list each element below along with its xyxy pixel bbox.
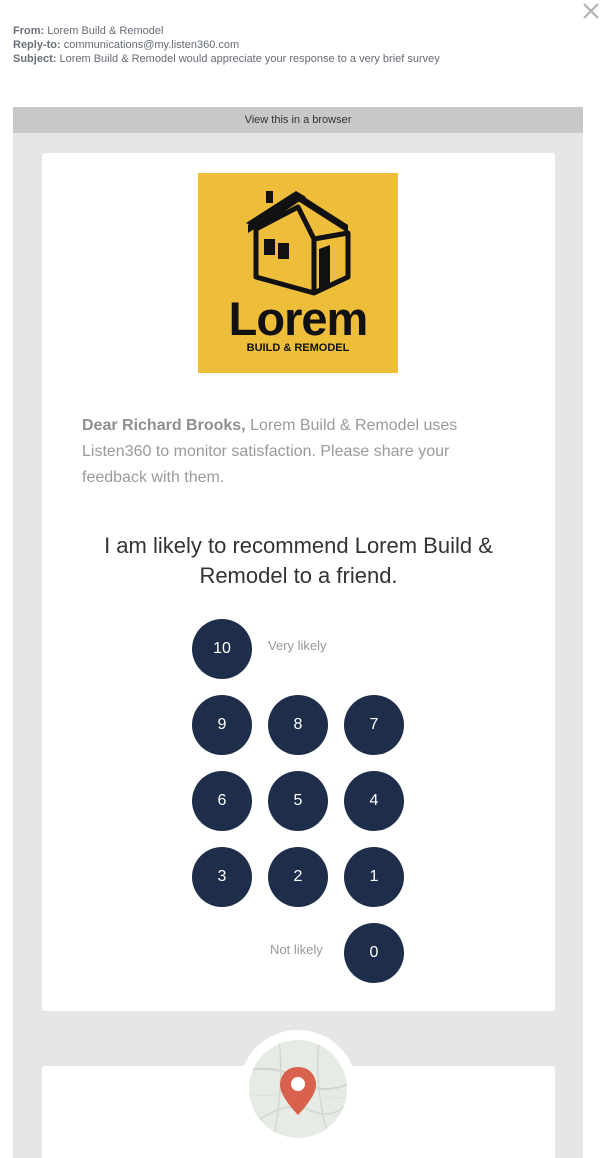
rating-button-5[interactable]: 5 bbox=[268, 771, 328, 831]
view-in-browser-link[interactable]: View this in a browser bbox=[13, 107, 583, 133]
map-thumbnail bbox=[239, 1030, 357, 1148]
rating-button-6[interactable]: 6 bbox=[192, 771, 252, 831]
intro-text: Lorem Build & Remodel uses Listen360 to monitor satisfaction. Please share your feedback with them. bbox=[82, 417, 458, 486]
rating-button-3[interactable]: 3 bbox=[192, 847, 252, 907]
from-value: Lorem Build & Remodel bbox=[47, 25, 164, 37]
from-label: From: bbox=[13, 25, 45, 37]
company-logo bbox=[198, 173, 398, 373]
rating-button-8[interactable]: 8 bbox=[268, 695, 328, 755]
from-line bbox=[13, 24, 440, 38]
logo-subtitle: BUILD & REMODEL bbox=[246, 342, 350, 354]
replyto-label: Reply-to: bbox=[13, 39, 61, 51]
rating-button-4[interactable]: 4 bbox=[344, 771, 404, 831]
not-likely-label: Not likely bbox=[270, 942, 323, 957]
subject-value: Lorem Build & Remodel would appreciate your response to a very brief survey bbox=[59, 53, 440, 65]
rating-button-10[interactable]: 10 bbox=[192, 619, 252, 679]
logo-wordmark: Lorem bbox=[228, 292, 368, 345]
survey-question: I am likely to recommend Lorem Build & Remodel to a friend. bbox=[104, 533, 493, 588]
survey-card bbox=[42, 153, 555, 1011]
greeting: Dear Richard Brooks, bbox=[82, 417, 246, 434]
map-pin-icon bbox=[278, 1065, 318, 1117]
subject-label: Subject: bbox=[13, 53, 57, 65]
rating-button-0[interactable]: 0 bbox=[344, 923, 404, 983]
rating-button-9[interactable]: 9 bbox=[192, 695, 252, 755]
map-image bbox=[249, 1040, 347, 1138]
subject-line bbox=[13, 52, 440, 66]
email-headers bbox=[13, 24, 440, 66]
rating-button-1[interactable]: 1 bbox=[344, 847, 404, 907]
intro-paragraph bbox=[82, 413, 482, 491]
rating-button-7[interactable]: 7 bbox=[344, 695, 404, 755]
replyto-value: communications@my.listen360.com bbox=[63, 39, 240, 51]
very-likely-label: Very likely bbox=[268, 638, 327, 653]
email-body bbox=[13, 107, 583, 1158]
rating-button-2[interactable]: 2 bbox=[268, 847, 328, 907]
close-icon[interactable] bbox=[582, 2, 600, 20]
replyto-line bbox=[13, 38, 440, 52]
